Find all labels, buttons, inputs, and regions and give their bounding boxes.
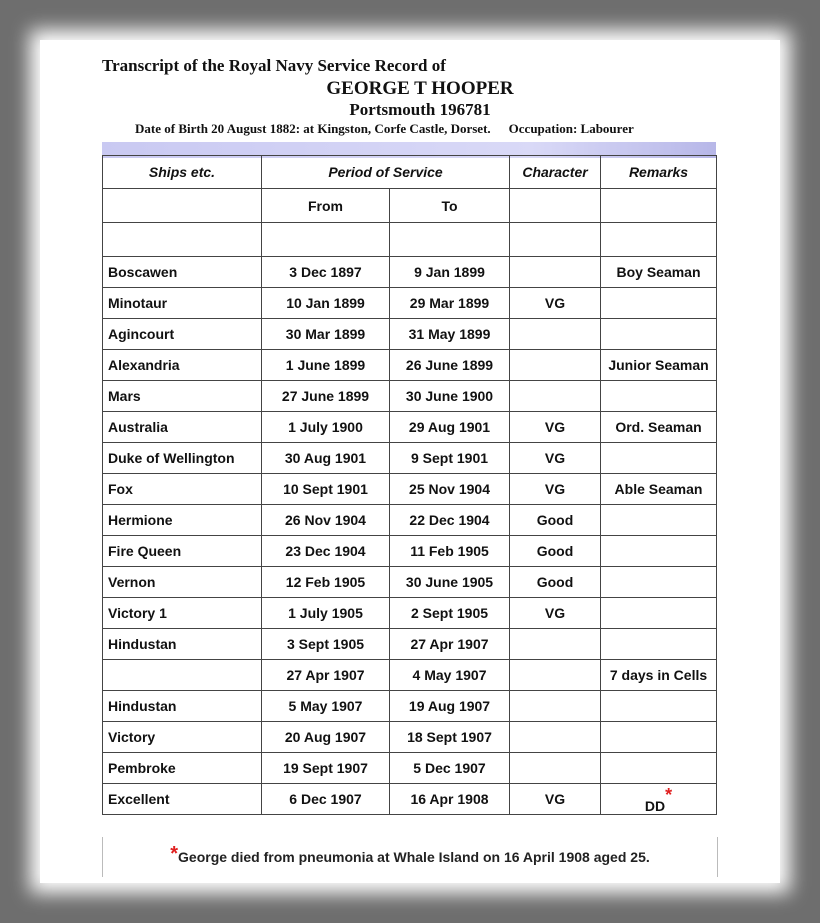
character-cell <box>510 319 601 350</box>
to-cell-text: 11 Feb 1905 <box>410 543 489 559</box>
remarks-cell <box>601 567 717 598</box>
to-cell <box>390 319 510 350</box>
footnote <box>102 837 718 877</box>
remarks-cell <box>601 691 717 722</box>
remarks-cell <box>601 536 717 567</box>
from-cell <box>262 381 390 412</box>
character-cell <box>510 288 601 319</box>
record-title: Transcript of the Royal Navy Service Record of <box>102 56 446 75</box>
to-cell <box>390 753 510 784</box>
ship-cell-text: Victory 1 <box>108 605 167 621</box>
from-cell <box>262 443 390 474</box>
remarks-cell <box>601 784 717 815</box>
from-cell <box>262 567 390 598</box>
table-row <box>103 288 717 319</box>
blank-cell <box>601 223 717 257</box>
table-row <box>103 474 717 505</box>
from-cell-text: 26 Nov 1904 <box>285 512 366 528</box>
table-row <box>103 660 717 691</box>
to-cell-text: 27 Apr 1907 <box>410 636 489 652</box>
service-number: Portsmouth 196781 <box>349 100 491 119</box>
to-cell <box>390 598 510 629</box>
from-cell <box>262 753 390 784</box>
sailor-name: GEORGE T HOOPER <box>326 78 514 99</box>
ship-cell <box>103 784 262 815</box>
from-cell <box>262 474 390 505</box>
remarks-cell <box>601 722 717 753</box>
remarks-cell <box>601 381 717 412</box>
to-cell-text: 22 Dec 1904 <box>409 512 490 528</box>
remarks-cell <box>601 443 717 474</box>
ship-cell-text: Fire Queen <box>108 543 182 559</box>
ship-cell <box>103 722 262 753</box>
footnote-marker: * <box>170 843 179 865</box>
remarks-cell <box>601 660 717 691</box>
character-cell-text: VG <box>544 450 566 466</box>
character-cell-text: Good <box>536 574 574 590</box>
header-ships: Ships etc. <box>103 156 262 189</box>
to-cell <box>390 257 510 288</box>
table-row <box>103 691 717 722</box>
from-cell <box>262 536 390 567</box>
service-record-table <box>102 155 717 815</box>
table-row <box>103 443 717 474</box>
from-cell-text: 20 Aug 1907 <box>284 729 367 745</box>
ship-cell-text: Alexandria <box>108 357 180 373</box>
ship-cell <box>103 536 262 567</box>
remarks-cell-text: Ord. Seaman <box>615 419 702 435</box>
ship-cell-text: Duke of Wellington <box>108 450 235 466</box>
subheader-empty <box>103 189 262 223</box>
ship-cell <box>103 598 262 629</box>
ship-cell <box>103 350 262 381</box>
from-cell-text: 10 Sept 1901 <box>283 481 368 497</box>
character-cell <box>510 474 601 505</box>
ship-cell-text: Hindustan <box>108 698 177 714</box>
character-cell <box>510 660 601 691</box>
from-cell-text: 19 Sept 1907 <box>283 760 368 776</box>
character-cell <box>510 598 601 629</box>
remarks-cell <box>601 288 717 319</box>
ship-cell-text: Australia <box>108 419 168 435</box>
table-body <box>103 257 717 815</box>
blank-cell <box>510 223 601 257</box>
from-cell-text: 1 June 1899 <box>285 357 366 373</box>
character-cell <box>510 412 601 443</box>
remarks-cell <box>601 598 717 629</box>
ship-cell <box>103 629 262 660</box>
table-row <box>103 629 717 660</box>
header-remarks: Remarks <box>601 156 717 189</box>
table-row <box>103 505 717 536</box>
to-cell-text: 2 Sept 1905 <box>410 605 489 621</box>
character-cell <box>510 536 601 567</box>
ship-cell-text: Mars <box>108 388 141 404</box>
from-cell-text: 1 July 1905 <box>288 605 363 621</box>
ship-cell <box>103 660 262 691</box>
table-row <box>103 350 717 381</box>
from-cell-text: 10 Jan 1899 <box>286 295 365 311</box>
to-cell-text: 5 Dec 1907 <box>413 760 486 776</box>
table-blank-row <box>103 223 717 257</box>
ship-cell <box>103 753 262 784</box>
to-cell <box>390 381 510 412</box>
ship-cell-text: Hindustan <box>108 636 177 652</box>
from-cell-text: 1 July 1900 <box>288 419 363 435</box>
from-cell-text: 5 May 1907 <box>288 698 363 714</box>
to-cell <box>390 784 510 815</box>
header-to: To <box>390 189 510 223</box>
from-cell-text: 30 Aug 1901 <box>284 450 367 466</box>
character-cell-text: VG <box>544 605 566 621</box>
from-cell <box>262 722 390 753</box>
table-header-row <box>103 156 717 189</box>
ship-cell <box>103 288 262 319</box>
character-cell-text: Good <box>536 543 574 559</box>
character-cell-text: VG <box>544 419 566 435</box>
header-period: Period of Service <box>262 156 510 189</box>
table-row <box>103 412 717 443</box>
header-from: From <box>262 189 390 223</box>
to-cell-text: 18 Sept 1907 <box>407 729 492 745</box>
from-cell <box>262 784 390 815</box>
from-cell <box>262 350 390 381</box>
ship-cell <box>103 319 262 350</box>
to-cell-text: 19 Aug 1907 <box>408 698 491 714</box>
to-cell <box>390 536 510 567</box>
character-cell <box>510 784 601 815</box>
remarks-cell <box>601 257 717 288</box>
from-cell <box>262 288 390 319</box>
remarks-cell <box>601 505 717 536</box>
remarks-cell-text: Boy Seaman <box>616 264 701 280</box>
from-cell-text: 3 Sept 1905 <box>286 636 365 652</box>
character-cell <box>510 257 601 288</box>
from-cell <box>262 505 390 536</box>
remarks-cell-text: Able Seaman <box>614 481 703 497</box>
to-cell <box>390 505 510 536</box>
to-cell <box>390 412 510 443</box>
table-row <box>103 784 717 815</box>
remarks-cell <box>601 319 717 350</box>
table-row <box>103 598 717 629</box>
table-row <box>103 567 717 598</box>
character-cell <box>510 350 601 381</box>
footnote-marker: * <box>665 784 673 805</box>
to-cell <box>390 350 510 381</box>
ship-cell-text: Fox <box>108 481 133 497</box>
blank-cell <box>390 223 510 257</box>
character-cell <box>510 505 601 536</box>
to-cell-text: 30 June 1900 <box>405 388 494 404</box>
ship-cell <box>103 691 262 722</box>
character-cell-text: Good <box>536 512 574 528</box>
character-cell <box>510 691 601 722</box>
ship-cell <box>103 381 262 412</box>
to-cell <box>390 691 510 722</box>
birth-text: Date of Birth 20 August 1882: at Kingston, Corfe Castle, Dorset. <box>135 121 491 136</box>
blank-cell <box>262 223 390 257</box>
to-cell-text: 29 Aug 1901 <box>408 419 491 435</box>
ship-cell-text: Pembroke <box>108 760 176 776</box>
ship-cell-text: Agincourt <box>108 326 175 342</box>
ship-cell-text: Victory <box>108 729 156 745</box>
ship-cell <box>103 257 262 288</box>
header-character: Character <box>510 156 601 189</box>
character-cell <box>510 443 601 474</box>
remarks-cell <box>601 350 717 381</box>
ship-cell-text: Boscawen <box>108 264 178 280</box>
from-cell-text: 23 Dec 1904 <box>285 543 366 559</box>
to-cell <box>390 288 510 319</box>
ship-cell-text: Hermione <box>108 512 173 528</box>
character-cell <box>510 567 601 598</box>
remarks-cell <box>601 474 717 505</box>
from-cell-text: 12 Feb 1905 <box>285 574 366 590</box>
table-row <box>103 753 717 784</box>
to-cell-text: 9 Jan 1899 <box>414 264 485 280</box>
remarks-cell <box>601 629 717 660</box>
table-row <box>103 319 717 350</box>
from-cell <box>262 319 390 350</box>
from-cell <box>262 691 390 722</box>
from-cell-text: 30 Mar 1899 <box>285 326 366 342</box>
from-cell-text: 6 Dec 1907 <box>289 791 362 807</box>
from-cell-text: 27 June 1899 <box>281 388 370 404</box>
to-cell-text: 26 June 1899 <box>405 357 494 373</box>
to-cell <box>390 443 510 474</box>
remarks-cell-text: DD <box>644 797 666 814</box>
subheader-empty <box>510 189 601 223</box>
remarks-cell <box>601 412 717 443</box>
remarks-cell-text: Junior Seaman <box>608 357 709 373</box>
document-page <box>40 40 780 883</box>
to-cell <box>390 474 510 505</box>
to-cell-text: 25 Nov 1904 <box>409 481 490 497</box>
to-cell <box>390 567 510 598</box>
birth-details <box>135 121 820 137</box>
character-cell <box>510 629 601 660</box>
to-cell-text: 9 Sept 1901 <box>410 450 489 466</box>
character-cell <box>510 753 601 784</box>
from-cell <box>262 598 390 629</box>
character-cell-text: VG <box>544 791 566 807</box>
to-cell-text: 30 June 1905 <box>405 574 494 590</box>
ship-cell <box>103 567 262 598</box>
to-cell-text: 29 Mar 1899 <box>409 295 490 311</box>
table-row <box>103 381 717 412</box>
ship-cell <box>103 412 262 443</box>
from-cell-text: 3 Dec 1897 <box>289 264 362 280</box>
to-cell <box>390 629 510 660</box>
blank-cell <box>103 223 262 257</box>
ship-cell-text: Excellent <box>108 791 170 807</box>
remarks-cell-text: 7 days in Cells <box>609 667 708 683</box>
remarks-cell <box>601 753 717 784</box>
ship-cell <box>103 505 262 536</box>
table-row <box>103 722 717 753</box>
ship-cell-text: Minotaur <box>108 295 168 311</box>
to-cell-text: 31 May 1899 <box>408 326 491 342</box>
character-cell <box>510 722 601 753</box>
table-subheader-row <box>103 189 717 223</box>
from-cell <box>262 629 390 660</box>
occupation-text: Occupation: Labourer <box>508 121 634 136</box>
table-row <box>103 257 717 288</box>
footnote-text: George died from pneumonia at Whale Island on 16 April 1908 aged 25. <box>178 849 650 865</box>
to-cell <box>390 722 510 753</box>
character-cell-text: VG <box>544 295 566 311</box>
ship-cell-text: Vernon <box>108 574 156 590</box>
from-cell-text: 27 Apr 1907 <box>286 667 365 683</box>
from-cell <box>262 257 390 288</box>
ship-cell <box>103 443 262 474</box>
from-cell <box>262 660 390 691</box>
character-cell <box>510 381 601 412</box>
character-cell-text: VG <box>544 481 566 497</box>
table-row <box>103 536 717 567</box>
to-cell-text: 4 May 1907 <box>412 667 487 683</box>
to-cell-text: 16 Apr 1908 <box>410 791 489 807</box>
ship-cell <box>103 474 262 505</box>
to-cell <box>390 660 510 691</box>
from-cell <box>262 412 390 443</box>
subheader-empty <box>601 189 717 223</box>
